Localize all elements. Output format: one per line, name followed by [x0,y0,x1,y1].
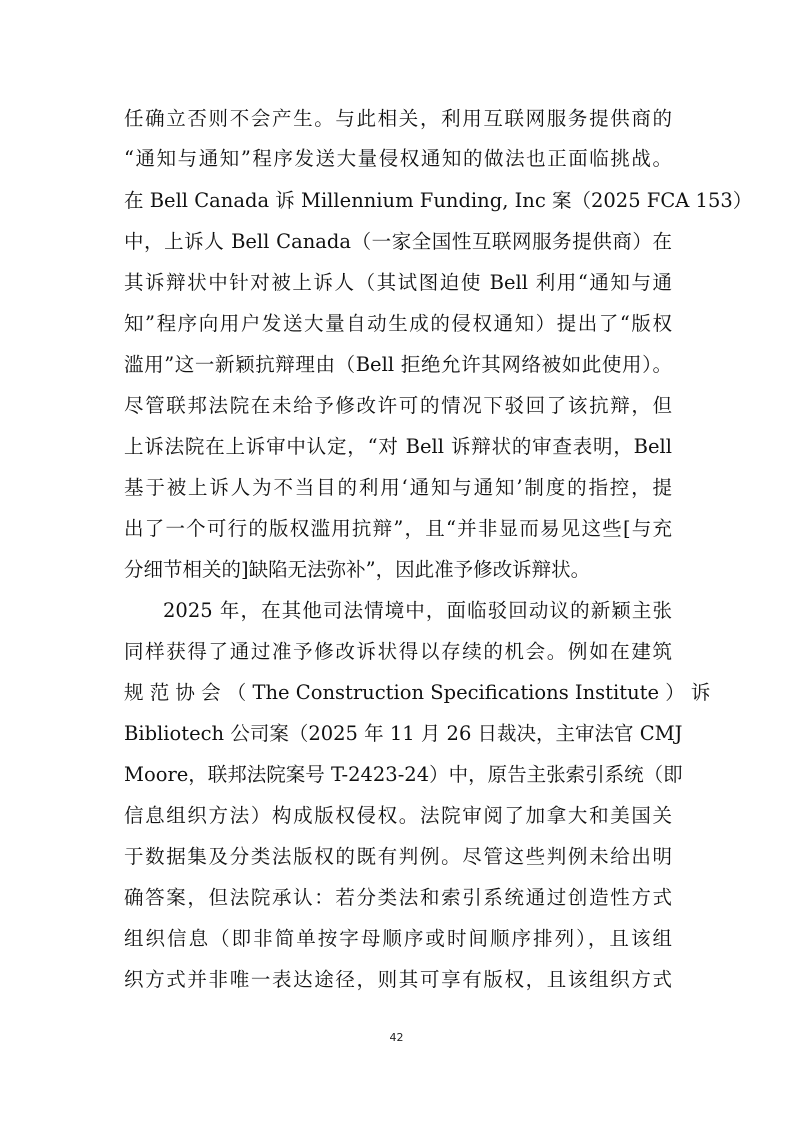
text-line-16: Bibliotech 公司案（2025 年 11 月 26 日裁决，主审法官 CMJ [124,722,683,745]
text-line-22: 织方式并非唯一表达途径，则其可享有版权，且该组织方式 [124,968,672,991]
text-line-7: 滥用”这一新颖抗辩理由（Bell 拒绝允许其网络被如此使用）。 [124,353,672,376]
text-line-13: 2025 年，在其他司法情境中，面临驳回动议的新颖主张 [163,599,672,622]
text-line-8: 尽管联邦法院在未给予修改许可的情况下驳回了该抗辩，但 [124,394,672,417]
text-line-17: Moore，联邦法院案号 T-2423-24）中，原告主张索引系统（即 [124,763,683,786]
text-line-14: 同样获得了通过准予修改诉状得以存续的机会。例如在建筑 [124,640,672,663]
text-line-12: 分细节相关的]缺陷无法弥补”，因此准予修改诉辩状。 [124,558,591,581]
text-line-3: 在 Bell Canada 诉 Millennium Funding, Inc 案（2025 FCA 153） [124,189,753,212]
text-line-20: 确答案，但法院承认：若分类法和索引系统通过创造性方式 [124,886,672,909]
page-number: 42 [389,1031,404,1044]
text-line-1: 任确立否则不会产生。与此相关，利用互联网服务提供商的 [124,107,672,130]
text-line-19: 于数据集及分类法版权的既有判例。尽管这些判例未给出明 [124,845,672,868]
text-line-18: 信息组织方法）构成版权侵权。法院审阅了加拿大和美国关 [124,804,672,827]
text-line-15: 规 范 协 会 （ The Construction Specifications Institute ） 诉 [124,681,711,704]
text-line-2: “通知与通知”程序发送大量侵权通知的做法也正面临挑战。 [124,147,672,170]
text-line-9: 上诉法院在上诉审中认定，“对 Bell 诉辩状的审查表明，Bell [124,435,672,458]
text-line-10: 基于被上诉人为不当目的利用‘通知与通知’制度的指控，提 [124,476,672,499]
text-line-21: 组织信息（即非简单按字母顺序或时间顺序排列），且该组 [124,927,672,950]
text-line-5: 其诉辩状中针对被上诉人（其试图迫使 Bell 利用“通知与通 [124,271,672,294]
text-line-11: 出了一个可行的版权滥用抗辩”，且“并非显而易见这些[与充 [124,517,672,540]
text-line-4: 中，上诉人 Bell Canada（一家全国性互联网服务提供商）在 [124,230,672,253]
text-line-6: 知”程序向用户发送大量自动生成的侵权通知）提出了“版权 [124,312,672,335]
